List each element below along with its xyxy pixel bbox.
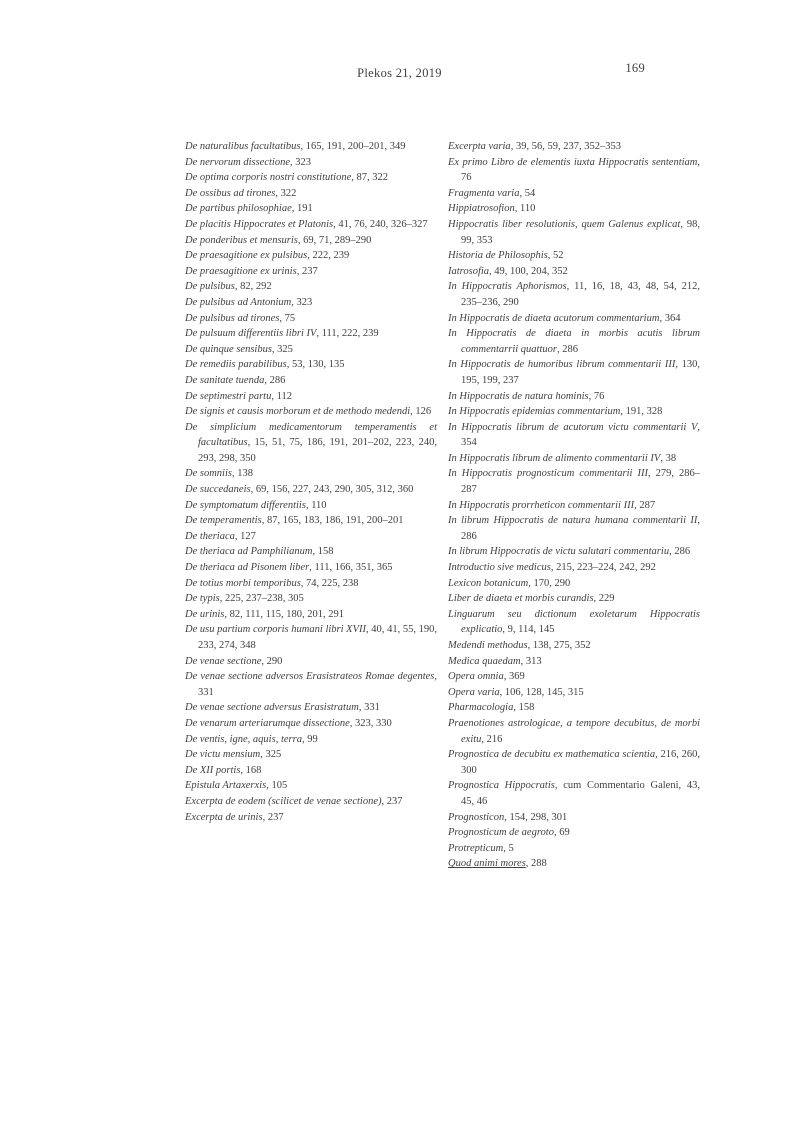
entry-title: De partibus philosophiae — [185, 203, 292, 215]
index-column-left — [185, 139, 437, 872]
index-entry — [448, 279, 700, 310]
entry-locators: , 112 — [271, 390, 292, 402]
index-entry — [185, 607, 437, 623]
entry-locators: , 288 — [525, 858, 547, 870]
entry-locators: , 138, 275, 352 — [527, 640, 591, 651]
entry-locators: , cum Commentario Galeni, 43, 45, 46 — [461, 780, 701, 807]
entry-locators: , 322 — [275, 187, 297, 199]
index-entry — [448, 155, 700, 186]
entry-title: In Hippocratis librum de acutorum victu commentarii V — [448, 421, 698, 433]
index-entry — [185, 700, 437, 716]
entry-locators: , 215, 223–224, 242, 292 — [550, 562, 656, 574]
entry-locators: , 69, 71, 289–290 — [297, 234, 372, 246]
index-entry — [448, 326, 700, 357]
entry-locators: , 286 — [556, 343, 578, 355]
entry-title: De pulsuum differentiis libri IV — [185, 328, 317, 340]
index-entry — [185, 389, 437, 405]
index-entry — [448, 498, 700, 514]
index-entry — [448, 669, 700, 685]
entry-title: De theriaca ad Pisonem liber — [185, 562, 310, 574]
index-entry — [448, 700, 700, 716]
entry-title: In librum Hippocratis de natura humana commentarii II — [448, 515, 698, 527]
entry-locators: , 111, 166, 351, 365 — [309, 562, 393, 574]
entry-locators: , 158 — [312, 546, 334, 558]
entry-locators: , 216 — [481, 733, 503, 745]
index-entry — [448, 654, 700, 670]
index-entry — [185, 295, 437, 311]
entry-title: Hippocratis liber resolutionis, quem Galenus explicat — [448, 218, 681, 230]
index-entry — [185, 669, 437, 700]
entry-locators: , 225, 237–238, 305 — [219, 593, 304, 605]
entry-locators: , 87, 165, 183, 186, 191, 200–201 — [261, 515, 404, 527]
entry-title: Protrepticum — [448, 842, 504, 854]
index-entry — [185, 420, 437, 467]
index-entry — [448, 248, 700, 264]
entry-title: De nervorum dissectione — [185, 156, 290, 168]
entry-locators: , 15, 51, 75, 186, 191, 201–202, 223, 240, 293, 298, 350 — [198, 437, 437, 464]
journal-title: Plekos 21, 2019 — [357, 66, 442, 80]
entry-locators: , 325 — [260, 749, 282, 761]
entry-locators: , 106, 128, 145, 315 — [499, 686, 584, 698]
entry-locators: , 191 — [291, 203, 313, 215]
entry-title: De pulsibus ad tirones — [185, 312, 280, 324]
entry-locators: , 52 — [547, 250, 564, 262]
entry-title: De symptomatum differentiis — [185, 499, 306, 511]
entry-title: Opera varia — [448, 686, 500, 698]
index-entry — [185, 139, 437, 155]
entry-title: De remediis parabilibus — [185, 359, 287, 371]
index-entry — [448, 576, 700, 592]
entry-locators: , 290 — [261, 655, 283, 667]
entry-locators: , 76 — [588, 390, 605, 402]
entry-locators: , 5 — [503, 842, 514, 854]
index-entry — [448, 420, 700, 451]
index-entry — [185, 482, 437, 498]
entry-title: De usu partium corporis humani libri XVII — [185, 624, 367, 636]
entry-title: De simplicium medicamentorum temperamentis et facultatibus — [185, 421, 437, 449]
index-entry — [185, 810, 437, 826]
entry-locators: , 279, 286–287 — [461, 468, 701, 496]
running-head — [0, 61, 799, 81]
entry-locators: , 105 — [266, 780, 288, 792]
entry-title: De theriaca ad Pamphilianum — [185, 546, 313, 558]
index-entry — [448, 685, 700, 701]
entry-title: De ventis, igne, aquis, terra — [185, 733, 302, 745]
entry-locators: , 216, 260, 300 — [461, 749, 700, 776]
index-entry — [185, 279, 437, 295]
index-entry — [448, 466, 700, 497]
index-entry — [185, 311, 437, 327]
index-entry — [185, 732, 437, 748]
index-entry — [448, 716, 700, 747]
entry-locators: , 354 — [461, 421, 700, 449]
index-entry — [185, 529, 437, 545]
index-entry — [448, 451, 700, 467]
index-entry — [448, 841, 700, 857]
entry-locators: , 82, 111, 115, 180, 201, 291 — [224, 608, 344, 620]
entry-locators: , 313 — [520, 655, 542, 667]
entry-title: De sanitate tuenda — [185, 374, 265, 386]
entry-title: De venarum arteriarumque dissectione — [185, 717, 350, 729]
index-entry — [185, 233, 437, 249]
entry-title: De signis et causis morborum et de methodo medendi — [185, 406, 411, 418]
entry-title: De somniis — [185, 468, 232, 480]
entry-title: Prognosticon — [448, 811, 505, 823]
index-entry — [185, 342, 437, 358]
index-entry — [448, 201, 700, 217]
entry-locators: , 75 — [279, 312, 296, 324]
entry-title: In Hippocratis de diaeta in morbis acutis librum commentarrii quattuor — [448, 328, 700, 355]
index-entry — [185, 591, 437, 607]
entry-title: De placitis Hippocrates et Platonis — [185, 218, 334, 230]
index-entry — [185, 778, 437, 794]
entry-locators: , 110 — [305, 499, 327, 511]
entry-locators: , 286 — [461, 515, 700, 542]
entry-title: Introductio sive medicus — [448, 562, 551, 574]
index-entry — [185, 217, 437, 233]
entry-title: De temperamentis — [185, 515, 262, 527]
index-entry — [448, 311, 700, 327]
entry-title: De naturalibus facultatibus — [185, 141, 301, 152]
entry-title: Hippiatrosofion — [448, 203, 515, 215]
entry-locators: , 331 — [358, 702, 380, 714]
entry-title: Quod animi mores — [448, 858, 526, 870]
entry-title: Excerpta de eodem (scilicet de venae sectione) — [185, 795, 382, 807]
entry-locators: , 237 — [296, 265, 318, 277]
entry-locators: , 98, 99, 353 — [461, 218, 701, 246]
index-entry — [448, 389, 700, 405]
index-entry — [185, 747, 437, 763]
entry-title: Epistula Artaxerxis — [185, 780, 267, 792]
entry-title: De septimestri partu — [185, 390, 272, 402]
index-entry — [448, 810, 700, 826]
entry-locators: , 82, 292 — [234, 281, 272, 293]
entry-title: In Hippocratis de humoribus librum commentarii III — [448, 359, 676, 371]
entry-locators: , 325 — [271, 343, 293, 355]
index-column-right — [448, 139, 700, 872]
index-entry — [185, 357, 437, 373]
entry-locators: , 229 — [593, 593, 615, 605]
entry-locators: , 323 — [289, 156, 311, 168]
index-entry — [448, 544, 700, 560]
entry-locators: , 158 — [513, 702, 535, 714]
entry-locators: , 38 — [660, 452, 677, 464]
index-entry — [448, 856, 700, 872]
index-entry — [185, 466, 437, 482]
entry-title: In Hippocratis prognosticum commentarii III — [448, 468, 648, 480]
entry-locators: , 130, 195, 199, 237 — [461, 359, 700, 386]
index-entry — [185, 155, 437, 171]
entry-locators: , 222, 239 — [307, 250, 350, 262]
entry-title: In Hippocratis librum de alimento commentarii IV — [448, 452, 661, 464]
index-entry — [185, 544, 437, 560]
entry-locators: , 74, 225, 238 — [300, 577, 359, 589]
entry-title: De praesagitione ex urinis — [185, 265, 297, 277]
index-entry — [185, 170, 437, 186]
entry-title: Liber de diaeta et morbis curandis — [448, 593, 594, 605]
entry-locators: , 170, 290 — [528, 577, 571, 589]
entry-locators: , 40, 41, 55, 190, 233, 274, 348 — [198, 624, 438, 651]
entry-title: De pulsibus ad Antonium — [185, 296, 292, 308]
entry-title: De urinis — [185, 608, 225, 620]
index-entry — [185, 201, 437, 217]
entry-title: De totius morbi temporibus — [185, 577, 301, 589]
index-entry — [448, 513, 700, 544]
entry-locators: , 111, 222, 239 — [316, 328, 379, 340]
entry-title: Medendi methodus — [448, 640, 528, 651]
page-number: 169 — [625, 61, 645, 75]
index-entry — [185, 498, 437, 514]
entry-title: Lexicon botanicum — [448, 577, 529, 589]
index-entry — [448, 217, 700, 248]
entry-title: De theriaca — [185, 530, 235, 542]
entry-title: Fragmenta varia — [448, 187, 520, 199]
index-entry — [185, 763, 437, 779]
entry-locators: , 191, 328 — [620, 406, 663, 418]
index-entry — [185, 794, 437, 810]
entry-locators: , 126 — [410, 406, 432, 418]
entry-title: De optima corporis nostri constitutione — [185, 172, 352, 184]
index-entry — [185, 248, 437, 264]
index-entry — [448, 404, 700, 420]
index-entry — [448, 264, 700, 280]
entry-title: Excerpta varia — [448, 141, 511, 152]
entry-title: Linguarum seu dictionum exoletarum Hippocratis explicatio — [448, 608, 700, 636]
entry-title: Praenotiones astrologicae, a tempore decubitus, de morbi exitu — [448, 717, 700, 745]
entry-locators: , 323 — [291, 296, 313, 308]
entry-locators: , 87, 322 — [351, 172, 388, 184]
index-entry — [185, 560, 437, 576]
entry-locators: , 364 — [659, 312, 681, 324]
entry-locators: , 99 — [301, 733, 318, 745]
entry-title: De XII portis — [185, 764, 241, 776]
index-entry — [185, 264, 437, 280]
entry-title: In librum Hippocratis de victu salutari commentariu — [448, 546, 670, 558]
entry-title: De venae sectione adversos Erasistrateos Romae degentes — [185, 671, 435, 683]
entry-title: In Hippocratis epidemias commentarium — [448, 406, 621, 418]
entry-title: De venae sectione adversus Erasistratum — [185, 702, 359, 714]
entry-title: De ponderibus et mensuris — [185, 234, 298, 246]
entry-title: Prognostica Hippocratis — [448, 780, 555, 792]
entry-locators: , 286 — [264, 374, 286, 386]
index-entry — [185, 404, 437, 420]
entry-title: Medica quaedam — [448, 655, 521, 667]
index-entry — [448, 186, 700, 202]
entry-locators: , 53, 130, 135 — [286, 359, 345, 371]
entry-locators: , 49, 100, 204, 352 — [489, 265, 568, 277]
entry-locators: , 331 — [198, 671, 437, 698]
entry-title: De quinque sensibus — [185, 343, 272, 355]
index-entry — [448, 747, 700, 778]
entry-locators: , 237 — [262, 811, 284, 823]
entry-title: Iatrosofia — [448, 265, 490, 277]
index-entry — [185, 622, 437, 653]
index-entry — [448, 357, 700, 388]
entry-locators: , 54 — [519, 187, 536, 199]
index-entry — [448, 825, 700, 841]
index-entry — [185, 716, 437, 732]
entry-locators: , 323, 330 — [349, 717, 392, 729]
entry-locators: , 110 — [514, 203, 536, 215]
entry-locators: , 287 — [634, 499, 656, 511]
entry-title: De praesagitione ex pulsibus — [185, 250, 308, 262]
entry-title: Ex primo Libro de elementis iuxta Hippocratis sententiam — [448, 156, 698, 168]
index-entry — [448, 591, 700, 607]
entry-locators: , 9, 114, 145 — [502, 624, 555, 636]
index-entry — [185, 576, 437, 592]
index-entry — [448, 638, 700, 654]
entry-title: De pulsibus — [185, 281, 235, 293]
entry-title: De succedaneis — [185, 484, 251, 496]
entry-title: De ossibus ad tirones — [185, 187, 276, 199]
index-entry — [448, 139, 700, 155]
index-entry — [185, 654, 437, 670]
entry-locators: , 286 — [669, 546, 691, 558]
entry-locators: , 165, 191, 200–201, 349 — [300, 141, 406, 152]
entry-locators: , 168 — [240, 764, 262, 776]
entry-title: Excerpta de urinis — [185, 811, 263, 823]
entry-locators: , 154, 298, 301 — [504, 811, 568, 823]
index-entry — [185, 373, 437, 389]
entry-title: Prognostica de decubitu ex mathematica scientia — [448, 749, 656, 761]
entry-locators: , 369 — [503, 671, 525, 683]
entry-title: De victu mensium — [185, 749, 261, 761]
entry-locators: , 69, 156, 227, 243, 290, 305, 312, 360 — [250, 484, 414, 496]
index-entry — [185, 513, 437, 529]
entry-title: Prognosticum de aegroto — [448, 827, 554, 839]
entry-locators: , 39, 56, 59, 237, 352–353 — [510, 141, 621, 152]
index-entry — [448, 607, 700, 638]
entry-title: In Hippocratis Aphorismos — [448, 281, 567, 293]
entry-title: In Hippocratis de natura hominis — [448, 390, 589, 402]
index-entry — [185, 186, 437, 202]
entry-title: Pharmacologia — [448, 702, 514, 714]
entry-locators: , 76 — [461, 156, 700, 184]
entry-title: In Hippocratis prorrheticon commentarii III — [448, 499, 635, 511]
entry-locators: , 138 — [231, 468, 253, 480]
index-entry — [448, 560, 700, 576]
entry-title: Opera omnia — [448, 671, 504, 683]
entry-locators: , 237 — [381, 795, 403, 807]
index-body — [185, 139, 700, 872]
entry-title: De typis — [185, 593, 220, 605]
entry-locators: , 11, 16, 18, 43, 48, 54, 212, 235–236, 290 — [461, 281, 700, 308]
index-entry — [448, 778, 700, 809]
entry-title: Historia de Philosophis — [448, 250, 548, 262]
entry-locators: , 69 — [553, 827, 570, 839]
index-entry — [185, 326, 437, 342]
entry-title: In Hippocratis de diaeta acutorum commentarium — [448, 312, 660, 324]
entry-locators: , 41, 76, 240, 326–327 — [333, 218, 428, 230]
entry-title: De venae sectione — [185, 655, 262, 667]
entry-locators: , 127 — [234, 530, 256, 542]
